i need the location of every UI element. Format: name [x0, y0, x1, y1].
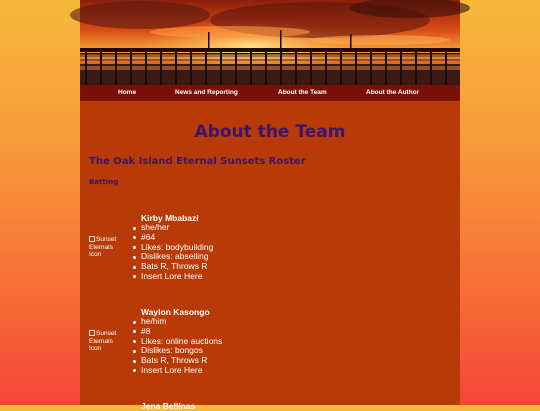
player-pronouns: she/her: [141, 223, 213, 233]
nav-home[interactable]: Home: [118, 89, 137, 96]
player-dislikes: Dislikes: bongos: [141, 346, 222, 356]
main-nav: [80, 85, 460, 101]
player-bats-throws: Bats R, Throws R: [141, 262, 213, 272]
player-number: #64: [141, 233, 213, 243]
banner-image: [80, 0, 460, 85]
player-likes: Likes: bodybuilding: [141, 241, 214, 252]
team-icon-image: Sunset Eternals Icon: [89, 330, 117, 352]
sunset-pier-banner: [80, 0, 460, 85]
player-likes: Likes: online auctions: [141, 335, 223, 346]
nav-news-and-reporting[interactable]: News and Reporting: [175, 89, 238, 96]
nav-about-the-author[interactable]: About the Author: [366, 89, 420, 96]
broken-image-icon: [89, 236, 95, 242]
nav-about-the-team[interactable]: About the Team: [278, 89, 327, 96]
player-number: #8: [141, 327, 222, 337]
player-dislikes: Dislikes: abseiling: [141, 252, 213, 262]
player-lore: Insert Lore Here: [141, 366, 222, 376]
page-title: About the Team: [194, 122, 346, 142]
page-content: [80, 0, 460, 411]
player-bats-throws: Bats R, Throws R: [141, 356, 222, 366]
player-pronouns: he/him: [141, 317, 222, 327]
player-name: Kirby Mbabazi: [141, 213, 199, 223]
player-details: [141, 317, 222, 376]
player-details: [141, 223, 213, 282]
section-heading: Batting: [89, 178, 119, 186]
team-icon-image: Sunset Eternals Icon: [89, 236, 117, 258]
broken-image-icon: [89, 330, 95, 336]
player-lore: Insert Lore Here: [141, 272, 213, 282]
player-name: Jena Bellinas: [141, 401, 196, 411]
player-name: Waylon Kasongo: [141, 307, 210, 317]
roster-title: The Oak Island Eternal Sunsets Roster: [89, 156, 306, 167]
